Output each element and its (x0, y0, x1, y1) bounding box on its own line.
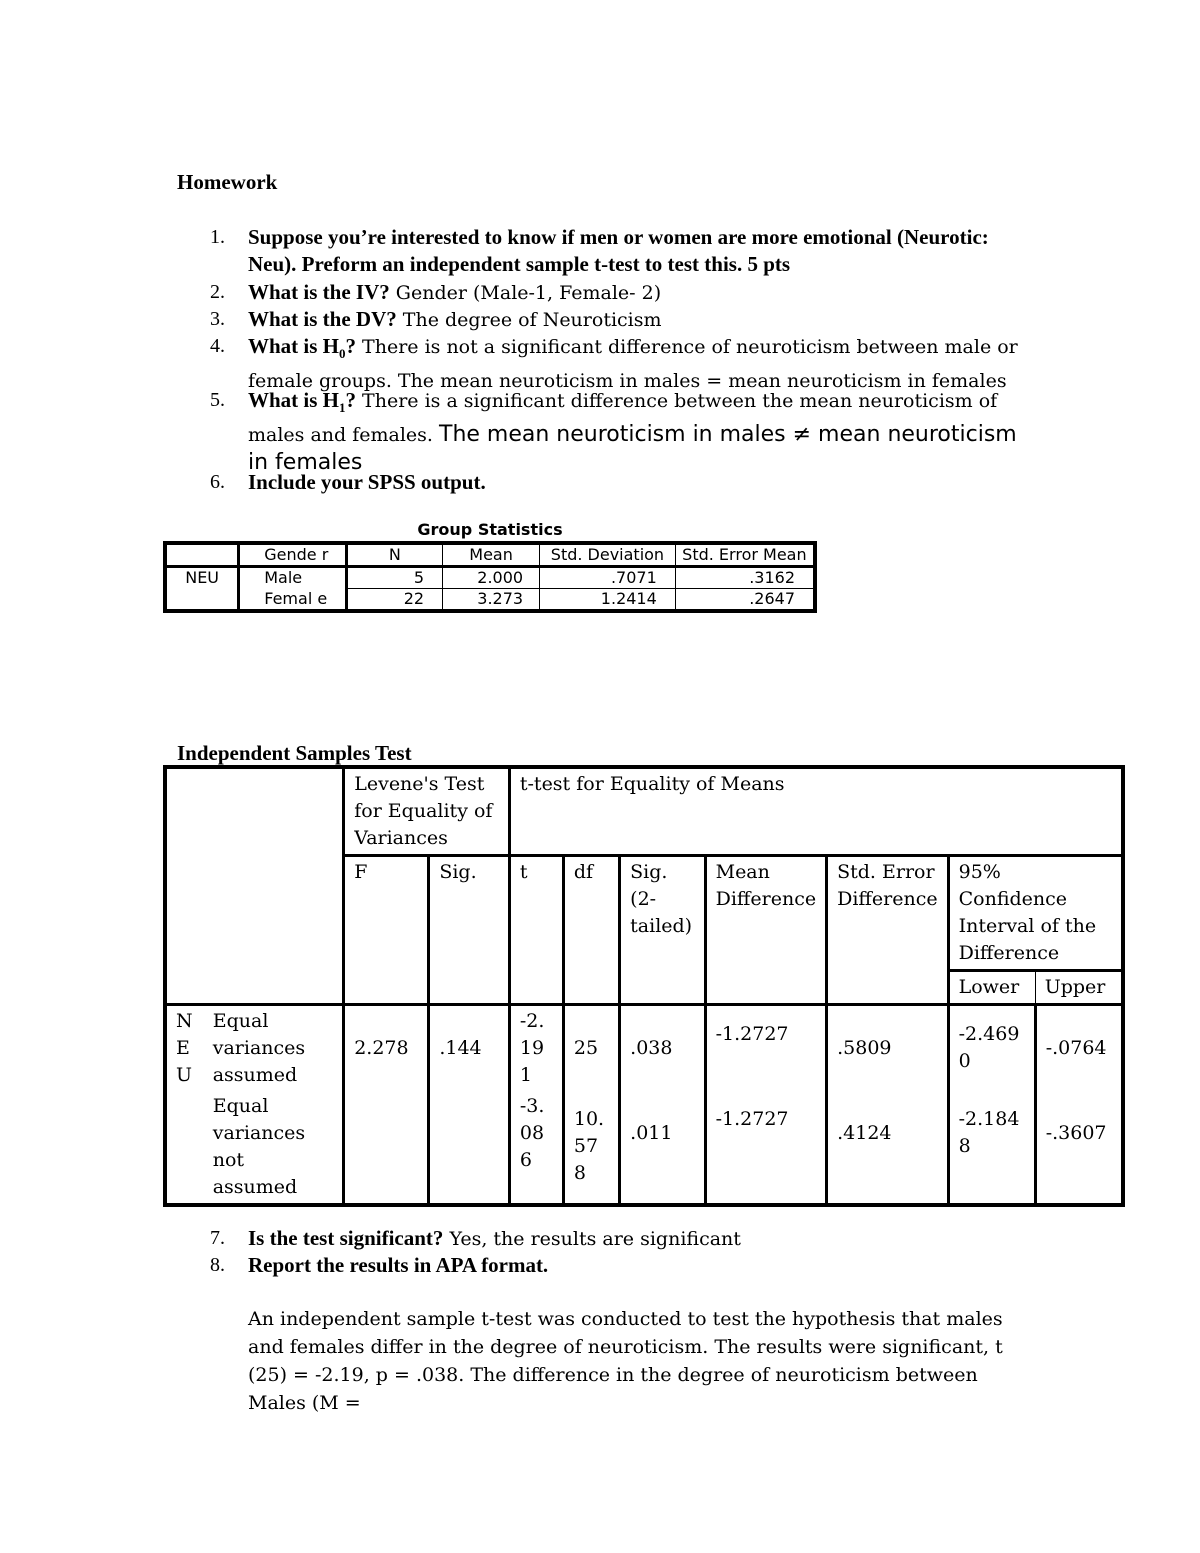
ci-upper-cell: -.3607 (1035, 1091, 1123, 1205)
header-cell: Mean (443, 543, 540, 567)
answer-text: Gender (Male-1, Female- 2) (389, 282, 662, 304)
se-cell: .3162 (675, 567, 815, 589)
n-cell: 5 (346, 567, 442, 589)
question-number: 1. (210, 226, 225, 248)
question-text: Suppose you’re interested to know if men or women are more emotional (Neurotic: Neu). Preform an independent sample t-test to test this. 5 pts (248, 225, 989, 276)
question-number: 6. (210, 471, 225, 493)
apa-report-paragraph: An independent sample t-test was conducted to test the hypothesis that males and females differ in the degree of neuroticism. The results were significant, t (25) = -2.19, p = .038. The difference in the degree of neuroticism between Males (M = (248, 1308, 1003, 1414)
answer-text: There is a significant difference between the mean neuroticism of males and females. (248, 390, 998, 447)
answer-text: Yes, the results are significant (443, 1228, 741, 1250)
header-cell: Sig. (429, 856, 510, 1005)
se-diff-cell: .5809 (827, 1005, 949, 1092)
group-stats-caption: Group Statistics (417, 520, 563, 539)
t-cell: -2.191 (509, 1005, 563, 1092)
t-cell: -3.086 (509, 1091, 563, 1205)
question-number: 5. (210, 389, 225, 411)
sig2-cell: .038 (620, 1005, 705, 1092)
answer-text: The degree of Neuroticism (396, 309, 662, 331)
f-cell (344, 1091, 429, 1205)
header-cell: N (346, 543, 442, 567)
header-cell: Mean Difference (705, 856, 827, 1005)
question-number: 7. (210, 1227, 225, 1249)
question-text: Report the results in APA format. (248, 1253, 549, 1277)
table-header-row (165, 767, 1123, 856)
table-header-row (165, 543, 815, 567)
ind-test-caption: Independent Samples Test (177, 741, 412, 765)
table-row (165, 1005, 1123, 1092)
header-cell: Std. Error Mean (675, 543, 815, 567)
table-row (165, 1091, 1123, 1205)
mean-cell: 3.273 (443, 589, 540, 612)
question-number: 4. (210, 335, 225, 357)
se-diff-cell: .4124 (827, 1091, 949, 1205)
question-number: 8. (210, 1254, 225, 1276)
df-cell: 25 (563, 1005, 619, 1092)
page-title: Homework (177, 170, 278, 194)
table-row (165, 589, 815, 612)
header-cell: Std. Deviation (540, 543, 676, 567)
sig-cell: .144 (429, 1005, 510, 1092)
sd-cell: 1.2414 (540, 589, 676, 612)
sd-cell: .7071 (540, 567, 676, 589)
question-number: 2. (210, 281, 225, 303)
row-label: Equal variances assumed (204, 1005, 344, 1092)
mean-diff-cell: -1.2727 (705, 1091, 827, 1205)
header-cell: Upper (1035, 971, 1123, 1005)
gender-cell: Femal e (239, 589, 346, 612)
question-text: What is $H_1$? (248, 388, 357, 416)
header-cell: 95% Confidence Interval of the Difference (948, 856, 1123, 971)
header-cell: t (509, 856, 563, 1005)
header-cell: Gende r (239, 543, 346, 567)
header-cell: F (344, 856, 429, 1005)
corner-cell (165, 767, 344, 1005)
question-text: Is the test significant? (248, 1226, 444, 1250)
n-cell: 22 (346, 589, 442, 612)
question-text: Include your SPSS output. (248, 470, 486, 494)
ttest-header: t-test for Equality of Means (509, 767, 1123, 856)
row-label: Equal variances not assumed (204, 1091, 344, 1205)
header-cell: df (563, 856, 619, 1005)
levene-header: Levene's Test for Equality of Variances (344, 767, 510, 856)
mean-cell: 2.000 (443, 567, 540, 589)
mean-diff-cell: -1.2727 (705, 1005, 827, 1092)
variable-cell: NEU (165, 1005, 204, 1206)
df-cell: 10.578 (563, 1091, 619, 1205)
header-cell (165, 543, 239, 567)
header-cell: Lower (948, 971, 1035, 1005)
header-cell: Sig. (2-tailed) (620, 856, 705, 1005)
sig-cell (429, 1091, 510, 1205)
answer-text: There is not a significant difference of neuroticism between male or female groups. The mean neuroticism in males = mean neuroticism in females (248, 336, 1018, 393)
ind-test-table (163, 765, 1125, 1207)
ci-upper-cell: -.0764 (1035, 1005, 1123, 1092)
table-row (165, 567, 815, 589)
question-number: 3. (210, 308, 225, 330)
group-stats-table (163, 541, 817, 613)
ci-lower-cell: -2.4690 (948, 1005, 1035, 1092)
variable-cell: NEU (165, 567, 239, 612)
f-cell: 2.278 (344, 1005, 429, 1092)
ci-lower-cell: -2.1848 (948, 1091, 1035, 1205)
question-text: What is $H_0$? (248, 334, 357, 362)
answer-emphasis: The mean neuroticism in males ≠ mean neuroticism in females (248, 422, 1017, 476)
header-cell: Std. Error Difference (827, 856, 949, 1005)
sig2-cell: .011 (620, 1091, 705, 1205)
question-text: What is the IV? (248, 280, 390, 304)
question-text: What is the DV? (248, 307, 397, 331)
gender-cell: Male (239, 567, 346, 589)
se-cell: .2647 (675, 589, 815, 612)
